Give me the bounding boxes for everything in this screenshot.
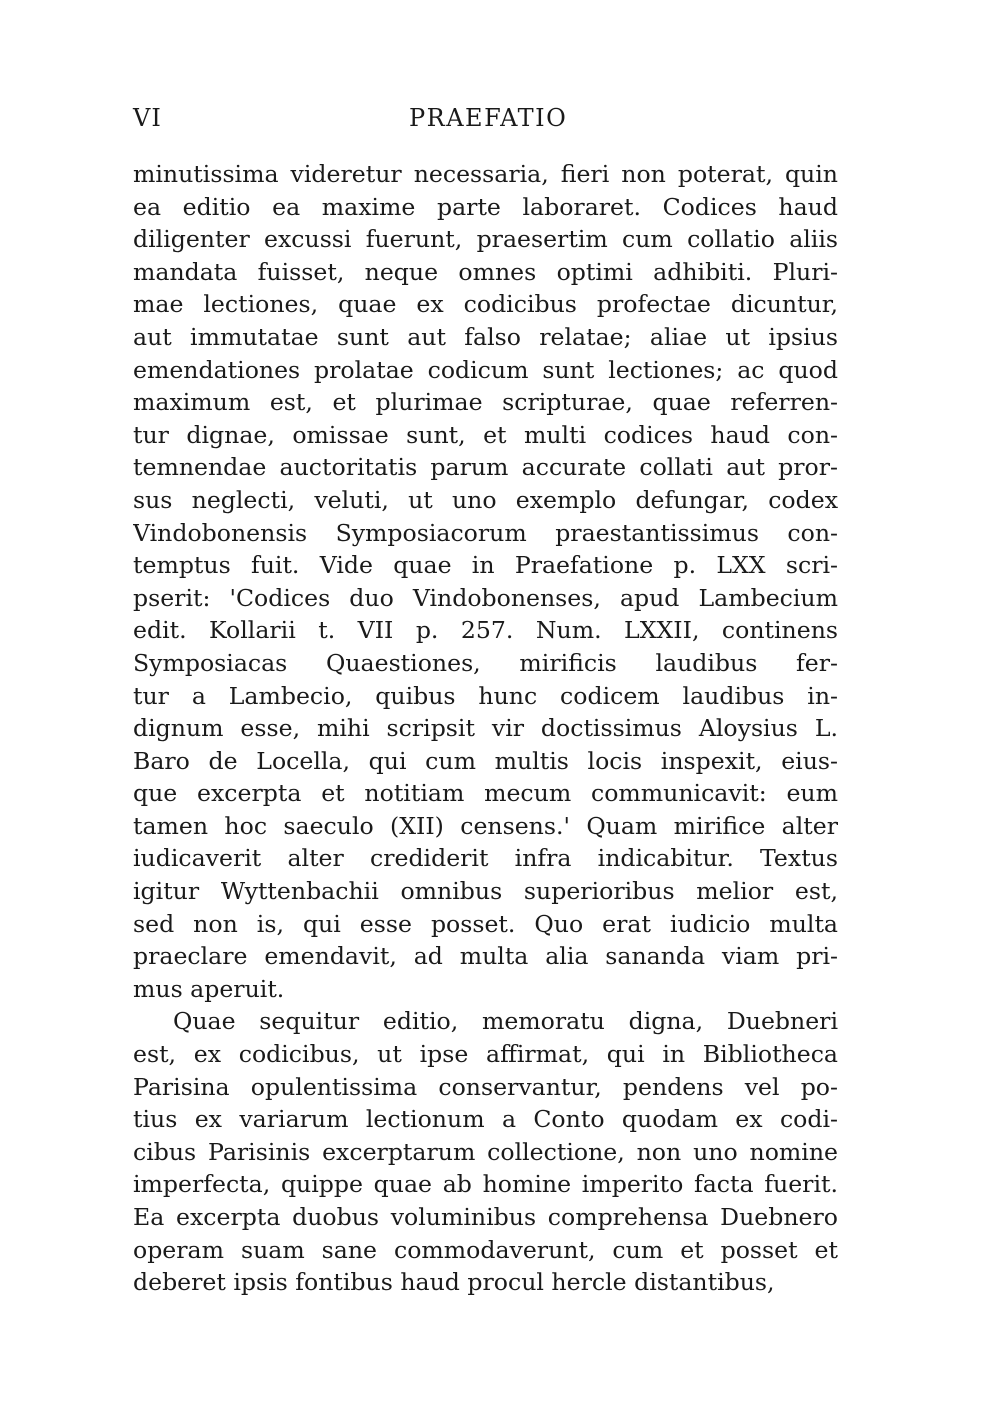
text-line: praeclare emendavit, ad multa alia sananda viam pri- bbox=[133, 942, 838, 971]
text-line: cibus Parisinis excerptarum collectione, non uno nomine bbox=[133, 1137, 838, 1166]
text-line: temptus fuit. Vide quae in Praefatione p. LXX scri- bbox=[133, 551, 838, 580]
text-line: diligenter excussi fuerunt, praesertim cum collatio aliis bbox=[133, 225, 838, 254]
text-line: tur dignae, omissae sunt, et multi codices haud con- bbox=[133, 420, 838, 449]
text-line: dignum esse, mihi scripsit vir doctissimus Aloysius L. bbox=[133, 714, 838, 743]
text-line: maximum est, et plurimae scripturae, quae referren- bbox=[133, 388, 838, 417]
text-line: ea editio ea maxime parte laboraret. Codices haud bbox=[133, 192, 838, 221]
text-line: Quae sequitur editio, memoratu digna, Duebneri bbox=[173, 1007, 838, 1036]
paragraph bbox=[133, 1005, 838, 1298]
text-line: Ea excerpta duobus voluminibus comprehensa Duebnero bbox=[133, 1203, 838, 1231]
text-line: mae lectiones, quae ex codicibus profectae dicuntur, bbox=[133, 290, 838, 319]
text-line: mus aperuit. bbox=[133, 974, 285, 1003]
text-line: est, ex codicibus, ut ipse affirmat, qui in Bibliotheca bbox=[133, 1040, 838, 1069]
text-line: emendationes prolatae codicum sunt lectiones; ac quod bbox=[133, 355, 838, 384]
text-line: Parisina opulentissima conservantur, pendens vel po- bbox=[133, 1072, 838, 1101]
text-line: Vindobonensis Symposiacorum praestantissimus con- bbox=[133, 518, 838, 547]
text-line: Symposiacas Quaestiones, mirificis laudibus fer- bbox=[133, 648, 838, 677]
text-line: deberet ipsis fontibus haud procul hercle distantibus, bbox=[133, 1268, 775, 1297]
paragraph bbox=[133, 158, 838, 1005]
body-text bbox=[133, 158, 838, 1299]
text-line: sed non is, qui esse posset. Quo erat iudicio multa bbox=[133, 909, 838, 938]
text-line: tamen hoc saeculo (XII) censens.' Quam mirifice alter bbox=[133, 811, 838, 840]
text-line: pserit: 'Codices duo Vindobonenses, apud Lambecium bbox=[133, 583, 838, 612]
text-line: operam suam sane commodaverunt, cum et posset et bbox=[133, 1235, 838, 1264]
text-line: minutissima videretur necessaria, fieri non poterat, quin bbox=[133, 160, 838, 188]
text-line: Baro de Locella, qui cum multis locis inspexit, eius- bbox=[133, 746, 838, 775]
running-head bbox=[133, 98, 838, 138]
text-line: tur a Lambecio, quibus hunc codicem laudibus in- bbox=[133, 681, 838, 710]
text-line: que excerpta et notitiam mecum communicavit: eum bbox=[133, 779, 838, 808]
text-line: aut immutatae sunt aut falso relatae; aliae ut ipsius bbox=[133, 322, 838, 351]
text-line: temnendae auctoritatis parum accurate collati aut pror- bbox=[133, 453, 838, 482]
running-title: PRAEFATIO bbox=[409, 104, 568, 132]
text-line: imperfecta, quippe quae ab homine imperito facta fuerit. bbox=[133, 1170, 838, 1199]
text-line: edit. Kollarii t. VII p. 257. Num. LXXII, continens bbox=[133, 616, 838, 645]
text-line: iudicaverit alter crediderit infra indicabitur. Textus bbox=[133, 844, 838, 873]
text-line: igitur Wyttenbachii omnibus superioribus melior est, bbox=[133, 877, 838, 906]
text-line: sus neglecti, veluti, ut uno exemplo defungar, codex bbox=[133, 485, 838, 514]
text-line: tius ex variarum lectionum a Conto quodam ex codi- bbox=[133, 1105, 838, 1134]
text-line: mandata fuisset, neque omnes optimi adhibiti. Pluri- bbox=[133, 257, 838, 286]
page-number: VI bbox=[133, 104, 162, 132]
